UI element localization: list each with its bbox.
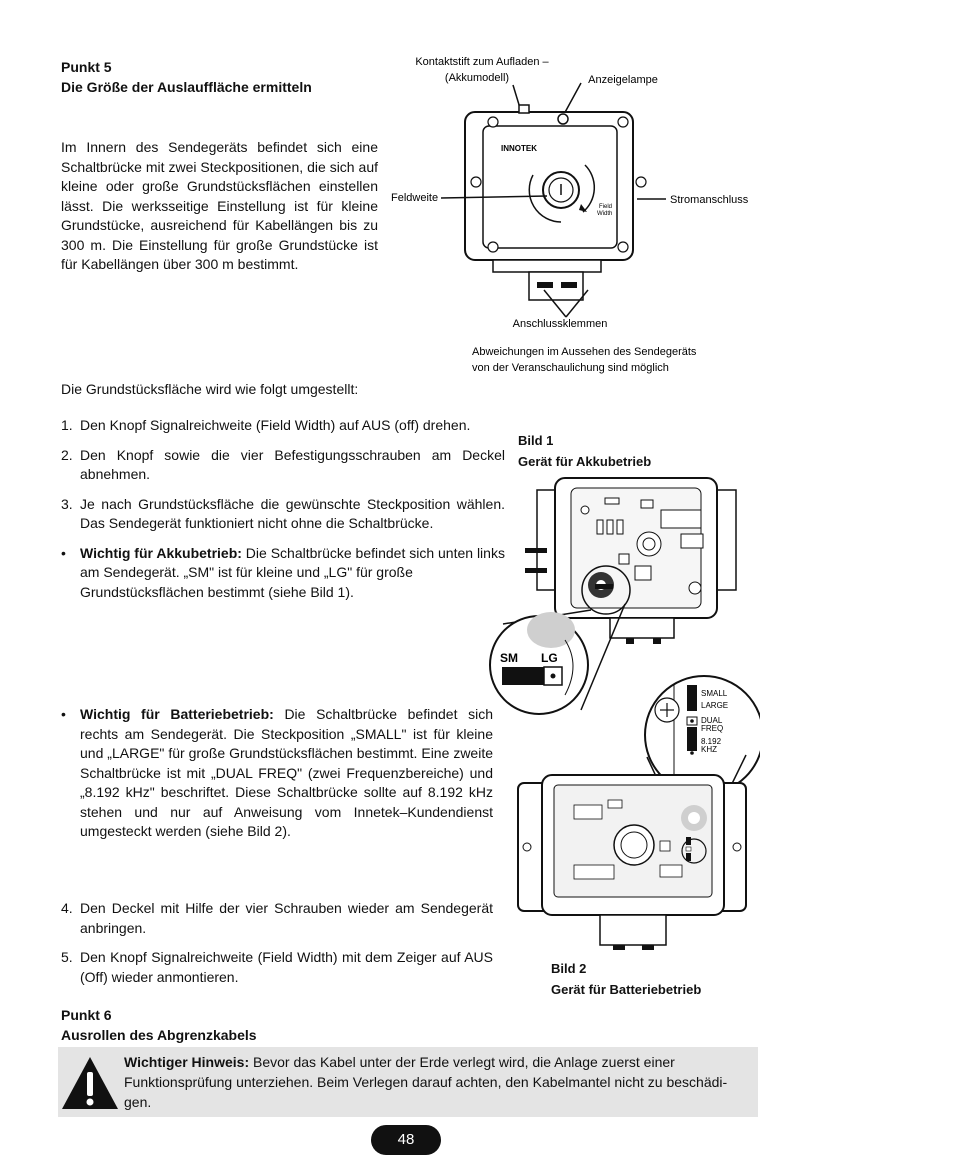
label-lg: LG	[541, 651, 558, 665]
knob-label-field: Field	[599, 204, 613, 210]
list-item-1: 1. Den Knopf Signalreichweite (Field Width) auf AUS (off) drehen.	[61, 417, 471, 433]
step5-intro: Im Innern des Sendegeräts befindet sich eine Schaltbrücke mit zwei Steckpositionen, die sich auf kleine oder große Grundstücksflächen einstellen lässt. Die werksseitige Einstellung ist für kleine Grundstücke, ausreichend für Kabellängen bis zu 300 m. Die Einstellung für große Grundstücke ist für Kabellängen über 300 m bestimmt.	[61, 139, 378, 272]
list-item-3: 3. Je nach Grundstücksfläche die gewünschte Steckposition wählen. Das Sendegerät funktioniert nicht ohne die Schaltbrücke.	[61, 495, 505, 531]
label-charge-pin-2: (Akkumodell)	[444, 72, 510, 84]
figure1-subtitle: Gerät für Akkubetrieb	[518, 454, 652, 469]
label-large: LARGE	[701, 701, 729, 710]
figure1-title: Bild 1	[518, 433, 554, 448]
page-number: 48	[371, 1125, 441, 1155]
step6-title: Ausrollen des Abgrenzkabels	[61, 1027, 257, 1043]
warning-note	[58, 1047, 758, 1117]
step5-list-top	[61, 416, 505, 612]
warning-text: Wichtiger Hinweis: Bevor das Kabel unter der Erde verlegt wird, die Anlage zuerst einer Funktionsprüfung unterziehen. Beim Verlegen darauf achten, den Kabelmantel nicht zu beschädi-gen.	[124, 1054, 728, 1110]
list-item-4: 4. Den Deckel mit Hilfe der vier Schrauben wieder am Sendegerät anbringen.	[61, 900, 493, 936]
label-indicator-lamp: Anzeigelampe	[588, 74, 658, 86]
transmitter-diagram	[385, 50, 775, 380]
knob-label-width: Width	[597, 211, 613, 217]
disclaimer-line-1: Abweichungen im Aussehen des Sendegeräts	[472, 346, 697, 358]
list-item-5: 5. Den Knopf Signalreichweite (Field Width) mit dem Zeiger auf AUS (Off) wieder anmontieren.	[61, 949, 493, 985]
step5-number: Punkt 5	[61, 59, 112, 75]
label-power: Stromanschluss	[670, 194, 749, 206]
figure2-subtitle: Gerät für Batteriebetrieb	[551, 982, 702, 997]
bullet-akku: • Wichtig für Akkubetrieb: Die Schaltbrücke befindet sich unten links am Sendegerät. „SM" ist für kleine und „LG" für große Grundstücksflächen bestimmt (siehe Bild 1).	[61, 544, 505, 600]
label-small: SMALL	[701, 689, 728, 698]
bullet-battery: • Wichtig für Batteriebetrieb: Die Schaltbrücke befindet sich rechts am Sendegerät. Die Steckposition „SMALL" ist für kleine und „LARGE" für große Grundstücksflächen bestimmt. Eine zweite Schaltbrücke ist mit „DUAL FREQ" (zwei Frequenzbereiche) und „8.192 kHz" beschriftet. Diese Schaltbrücke sollte auf 8.192 kHz stehen und nur auf Anweisung vom Innetek–Kundendienst umgesteckt werden (siehe Bild 2).	[61, 706, 493, 839]
figure1-caption	[518, 430, 651, 472]
step5-lead: Die Grundstücksfläche wird wie folgt umgestellt:	[61, 381, 359, 397]
figure2-title: Bild 2	[551, 961, 587, 976]
label-sm: SM	[500, 651, 518, 665]
label-8192: 8.192	[701, 737, 722, 746]
figure2-caption	[551, 958, 701, 1000]
warning-icon	[60, 1055, 120, 1111]
label-terminals: Anschlussklemmen	[512, 318, 608, 330]
step5-list-battery	[61, 705, 493, 852]
brand-logo: INNOTEK	[501, 144, 537, 153]
label-freq: FREQ	[701, 724, 724, 733]
step5-heading	[61, 57, 312, 97]
label-dual: DUAL	[701, 716, 723, 725]
label-khz: KHZ	[701, 745, 717, 754]
label-field-width: Feldweite	[391, 192, 439, 204]
figure2-diagram	[510, 665, 760, 970]
step5-title: Die Größe der Auslauffläche ermitteln	[61, 79, 312, 95]
disclaimer-line-2: von der Veranschaulichung sind möglich	[472, 362, 669, 374]
label-charge-pin: Kontaktstift zum Aufladen –	[415, 56, 549, 68]
step5-list-bottom	[61, 899, 493, 997]
step6-number: Punkt 6	[61, 1007, 112, 1023]
list-item-2: 2. Den Knopf sowie die vier Befestigungsschrauben am Deckel abnehmen.	[61, 446, 505, 482]
step6-heading	[61, 1005, 257, 1045]
